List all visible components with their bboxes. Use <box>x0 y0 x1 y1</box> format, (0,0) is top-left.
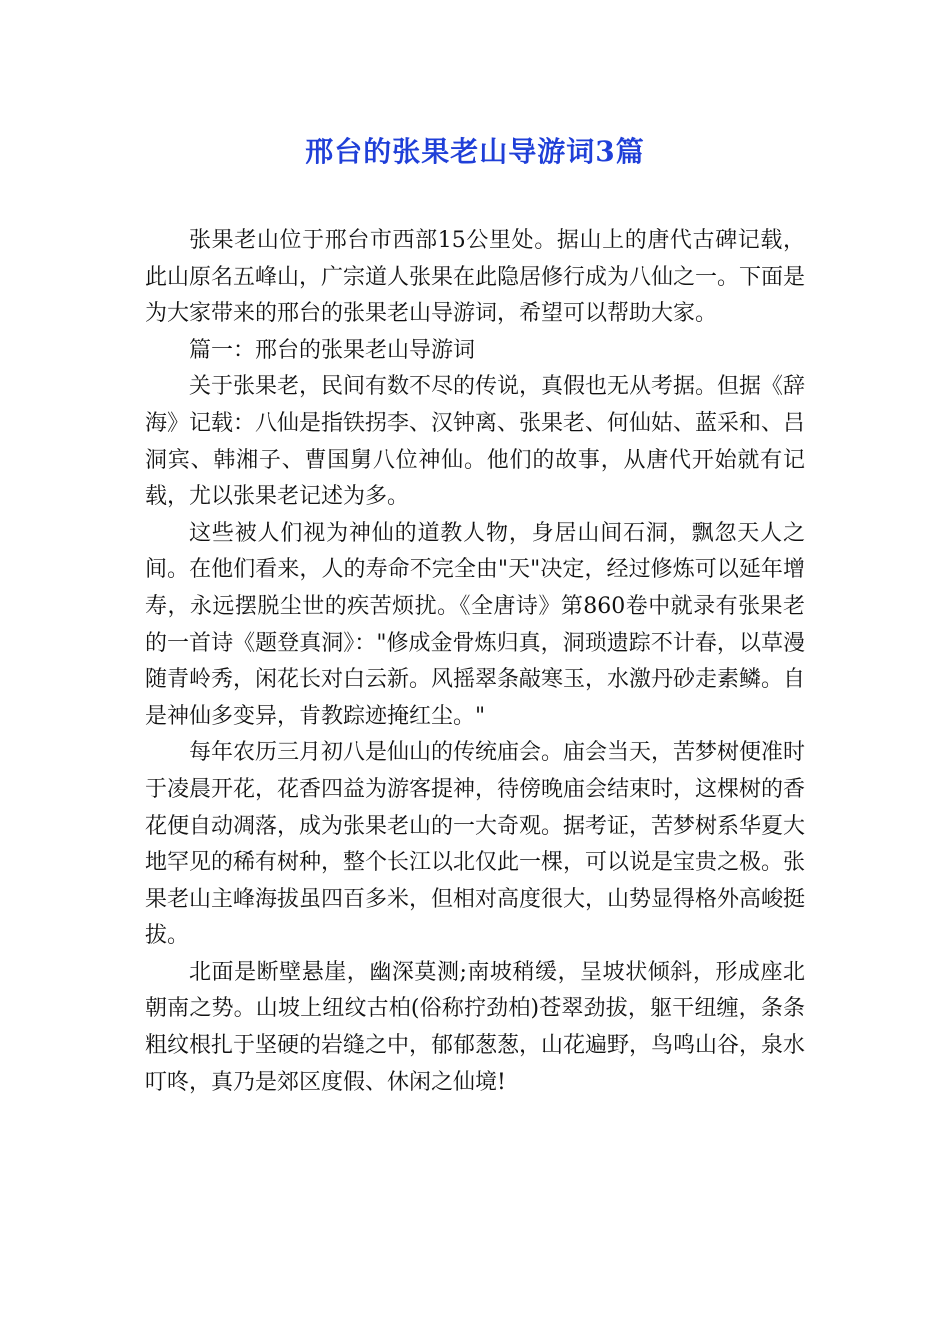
paragraph-north-slope: 北面是断壁悬崖，幽深莫测;南坡稍缓，呈坡状倾斜，形成座北朝南之势。山坡上纽纹古柏(俗称拧劲柏)苍翠劲拔，躯干纽缠，条条粗纹根扎于坚硬的岩缝之中，郁郁葱葱，山花遍野，鸟鸣山谷，泉水叮咚，真乃是郊区度假、休闲之仙境! <box>145 959 806 1095</box>
section-heading-part-one: 篇一：邢台的张果老山导游词 <box>189 337 476 363</box>
paragraph-eight-immortals: 关于张果老，民间有数不尽的传说，真假也无从考据。但据《辞海》记载：八仙是指铁拐李、汉钟离、张果老、何仙姑、蓝采和、吕洞宾、韩湘子、曹国舅八位神仙。他们的故事，从唐代开始就有记载，尤以张果老记述为多。 <box>145 374 806 510</box>
paragraph-temple-fair: 每年农历三月初八是仙山的传统庙会。庙会当天，苦梦树便准时于凌晨开花，花香四益为游客提神，待傍晚庙会结束时，这棵树的香花便自动凋落，成为张果老山的一大奇观。据考证，苦梦树系华夏大地罕见的稀有树种，整个长江以北仅此一棵，可以说是宝贵之极。张果老山主峰海拔虽四百多米，但相对高度很大，山势显得格外高峻挺拔。 <box>145 740 806 949</box>
paragraph-taoist-figures: 这些被人们视为神仙的道教人物，身居山间石洞，飘忽天人之间。在他们看来，人的寿命不完全由"天"决定，经过修炼可以延年增寿，永远摆脱尘世的疾苦烦扰。《全唐诗》第860卷中就录有张果老的一首诗《题登真洞》："修成金骨炼归真，洞琐遗踪不计春，以草漫随青岭秀，闲花长对白云新。风摇翠条敲寒玉，水激丹砂走素鳞。自是神仙多变异，肯教踪迹掩红尘。" <box>145 520 806 729</box>
document-body <box>145 223 805 1101</box>
paragraph-intro: 张果老山位于邢台市西部15公里处。据山上的唐代古碑记载，此山原名五峰山，广宗道人张果在此隐居修行成为八仙之一。下面是为大家带来的邢台的张果老山导游词，希望可以帮助大家。 <box>145 228 806 327</box>
document-title: 邢台的张果老山导游词3篇 <box>305 135 645 168</box>
